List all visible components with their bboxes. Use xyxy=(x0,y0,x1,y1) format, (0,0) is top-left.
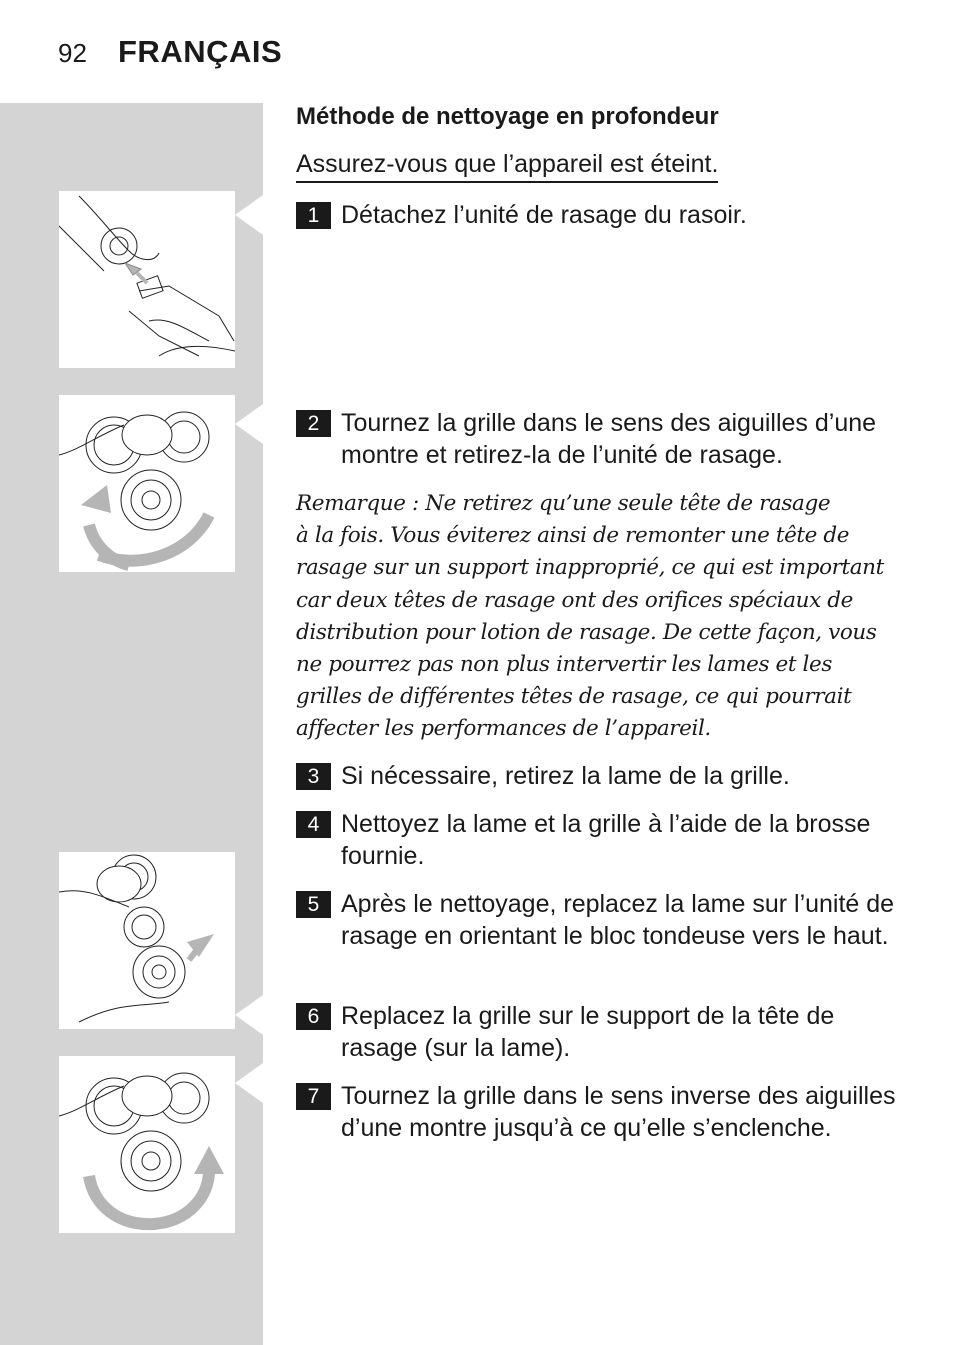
turn-counterclockwise-illustration xyxy=(59,1056,235,1233)
step-text: Nettoyez la lame et la grille à l’aide de la brosse fournie. xyxy=(341,810,871,870)
step-text: Détachez l’unité de rasage du rasoir. xyxy=(341,201,747,229)
page-number: 92 xyxy=(58,38,87,68)
detach-shaving-unit-illustration xyxy=(59,191,235,368)
note-line: distribution pour lotion de rasage. De cette façon, vous xyxy=(296,619,877,645)
step-5 xyxy=(296,888,906,952)
step-text: Replacez la grille sur le support de la tête de rasage (sur la lame). xyxy=(341,1002,835,1062)
step-text: Si nécessaire, retirez la lame de la grille. xyxy=(341,762,790,790)
note-line: car deux têtes de rasage ont des orifices spéciaux de xyxy=(296,587,853,613)
step-number-badge: 1 xyxy=(296,202,331,229)
step-text: Tournez la grille dans le sens des aiguilles d’une montre et retirez-la de l’unité de rasage. xyxy=(341,409,877,469)
step-number-badge: 7 xyxy=(296,1083,331,1110)
pointer-icon xyxy=(235,195,263,235)
step-text: Après le nettoyage, replacez la lame sur l’unité de rasage en orientant le bloc tondeuse vers le haut. xyxy=(341,890,895,950)
precondition-text: Assurez-vous que l’appareil est éteint. xyxy=(296,150,718,183)
note-paragraph xyxy=(296,488,901,746)
step-1 xyxy=(296,199,906,231)
step-3 xyxy=(296,760,906,792)
pointer-icon xyxy=(235,1063,263,1103)
step-number-badge: 5 xyxy=(296,891,331,918)
step-number-badge: 3 xyxy=(296,763,331,790)
section-title: Méthode de nettoyage en profondeur xyxy=(296,103,719,130)
step-4 xyxy=(296,808,906,872)
note-line: affecter les performances de l’appareil. xyxy=(296,716,711,742)
step-number-badge: 2 xyxy=(296,410,331,437)
step-number-badge: 4 xyxy=(296,811,331,838)
note-line: ne pourrez pas non plus intervertir les lames et les xyxy=(296,652,832,678)
note-line: grilles de différentes têtes de rasage, ce qui pourrait xyxy=(296,684,852,710)
step-2 xyxy=(296,407,906,471)
note-line: à la fois. Vous éviterez ainsi de remonter une tête de xyxy=(296,523,850,549)
turn-clockwise-illustration xyxy=(59,395,235,572)
pointer-icon xyxy=(235,995,263,1035)
page-language-heading: FRANÇAIS xyxy=(118,34,283,69)
step-7 xyxy=(296,1080,906,1144)
pointer-icon xyxy=(235,404,263,444)
step-number-badge: 6 xyxy=(296,1003,331,1030)
step-text: Tournez la grille dans le sens inverse des aiguilles d’une montre jusqu’à ce qu’elle s’enclenche. xyxy=(341,1082,896,1142)
note-line: Remarque : Ne retirez qu’une seule tête de rasage xyxy=(296,491,831,516)
replace-cutter-illustration xyxy=(59,852,235,1029)
note-line: rasage sur un support inapproprié, ce qui est important xyxy=(296,555,884,581)
step-6 xyxy=(296,1000,906,1064)
